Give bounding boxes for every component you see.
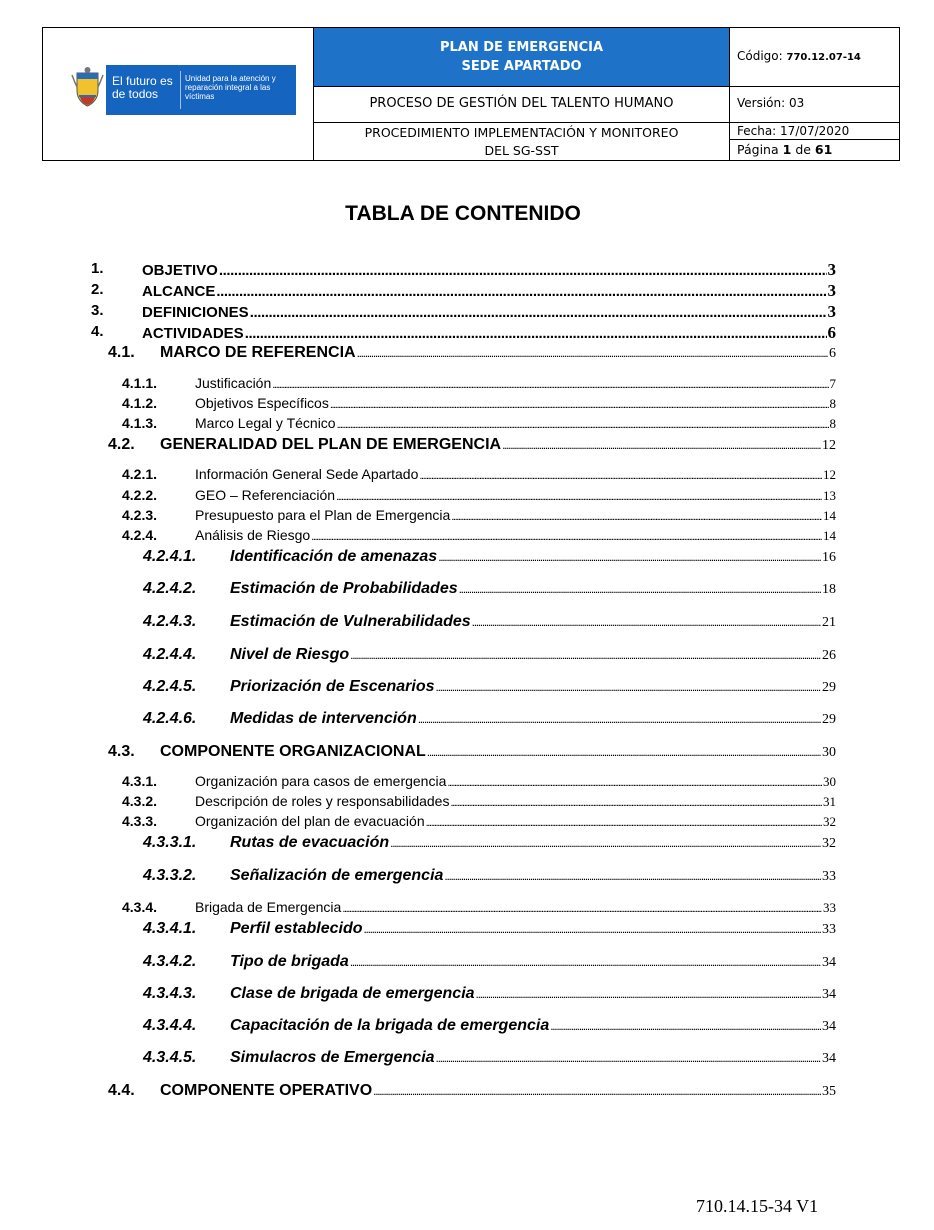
institution-logo (69, 65, 296, 115)
pagina-field (730, 140, 899, 160)
footer-code: 710.14.15-34 V1 (696, 1196, 819, 1216)
toc-entry-label: Capacitación de la brigada de emergencia (230, 1017, 550, 1034)
toc-entry[interactable] (143, 548, 836, 566)
toc-entry[interactable] (108, 1082, 836, 1100)
toc-dot-leader (336, 491, 822, 503)
toc-entry-page: 8 (829, 416, 836, 431)
procedimiento-line-2: DEL SG-SST (484, 143, 559, 158)
toc-entry-label: Estimación de Vulnerabilidades (230, 613, 471, 630)
toc-entry-number: 4.2.2. (122, 487, 158, 503)
version-field: Versión: 03 (730, 87, 899, 123)
toc-entry-page: 34 (822, 1051, 836, 1066)
toc-entry-label: Descripción de roles y responsabilidades (195, 793, 450, 809)
toc-entry-label: Organización para casos de emergencia (195, 773, 447, 789)
toc-entry-page: 6 (829, 346, 836, 361)
toc-entry[interactable] (143, 867, 836, 885)
toc-entry[interactable] (91, 260, 836, 280)
toc-entry[interactable] (122, 793, 836, 810)
toc-entry-number: 4.3. (108, 743, 135, 760)
toc-entry-label: DEFINICIONES (142, 304, 249, 321)
toc-entry-label: Medidas de intervención (230, 710, 417, 727)
toc-entry[interactable] (122, 899, 836, 916)
toc-entry[interactable] (122, 415, 836, 432)
toc-entry-label: COMPONENTE ORGANIZACIONAL (160, 743, 426, 760)
toc-entry-number: 4.3.4.4. (143, 1017, 197, 1034)
toc-entry-label: Nivel de Riesgo (230, 646, 350, 663)
toc-entry[interactable] (143, 580, 836, 598)
codigo-label: Código: (737, 49, 783, 63)
codigo-value: 770.12.07-14 (786, 52, 861, 63)
fecha-field: Fecha: 17/07/2020 (730, 123, 899, 140)
toc-entry[interactable] (122, 773, 836, 790)
toc-dot-leader (350, 648, 821, 662)
toc-entry-label: GENERALIDAD DEL PLAN DE EMERGENCIA (160, 436, 502, 453)
toc-entry-page: 3 (827, 281, 836, 300)
toc-entry-label: Clase de brigada de emergencia (230, 985, 475, 1002)
toc-entry-number: 4.2.3. (122, 507, 158, 523)
toc-entry[interactable] (143, 646, 836, 664)
toc-dot-leader (350, 955, 821, 969)
toc-entry-number: 4.3.4.5. (143, 1049, 197, 1066)
toc-entry[interactable] (122, 466, 836, 483)
codigo-field (730, 28, 899, 87)
toc-entry-page: 12 (822, 438, 836, 453)
toc-entry-page: 31 (823, 794, 836, 809)
toc-dot-leader (459, 582, 821, 596)
toc-entry-page: 8 (829, 396, 836, 411)
toc-entry-number: 4.1. (108, 344, 135, 361)
toc-entry-page: 35 (822, 1084, 836, 1099)
toc-entry[interactable] (122, 507, 836, 524)
toc-dot-leader (418, 712, 821, 726)
toc-entry-label: Organización del plan de evacuación (195, 813, 425, 829)
pagina-total: 61 (814, 142, 833, 157)
toc-dot-leader (330, 399, 829, 411)
toc-dot-leader (342, 903, 822, 915)
toc-entry-page: 14 (823, 528, 836, 543)
coat-of-arms-icon (69, 65, 106, 115)
toc-entry-page: 29 (822, 712, 836, 727)
document-header (42, 27, 900, 161)
toc-entry-number: 4. (91, 323, 104, 340)
pagina-number: 1 (782, 142, 792, 157)
toc-entry-number: 4.1.3. (122, 415, 158, 431)
toc-entry-label: Justificación (195, 375, 272, 391)
toc-entry-number: 4.3.3. (122, 813, 158, 829)
procedimiento-line-1: PROCEDIMIENTO IMPLEMENTACIÓN Y MONITOREO (364, 125, 679, 140)
toc-entry-number: 4.2.1. (122, 466, 158, 482)
toc-entry-number: 4.2.4.5. (143, 678, 197, 695)
toc-entry-number: 4.3.1. (122, 773, 158, 789)
toc-entry-label: Identificación de amenazas (230, 548, 438, 565)
toc-dot-leader (444, 869, 821, 883)
toc-entry[interactable] (122, 813, 836, 830)
toc-entry-label: Simulacros de Emergencia (230, 1049, 435, 1066)
toc-entry-label: Perfil establecido (230, 920, 363, 937)
toc-entry-page: 18 (822, 582, 836, 597)
toc-entry-page: 7 (829, 376, 836, 391)
toc-entry-number: 4.2.4.6. (143, 710, 197, 727)
title-line-2: SEDE APARTADO (461, 59, 582, 74)
toc-entry-number: 4.3.4.2. (143, 953, 197, 970)
toc-entry-page: 33 (822, 869, 836, 884)
toc-dot-leader (250, 304, 827, 321)
toc-entry-number: 4.2.4.1. (143, 548, 197, 565)
toc-entry-label: MARCO DE REFERENCIA (160, 344, 356, 361)
toc-entry[interactable] (108, 436, 836, 454)
toc-entry[interactable] (143, 678, 836, 696)
toc-entry[interactable] (91, 323, 836, 343)
toc-entry-page: 6 (827, 323, 836, 342)
toc-dot-leader (447, 777, 822, 789)
toc-entry[interactable] (122, 527, 836, 544)
toc-entry-page: 26 (822, 648, 836, 663)
toc-entry-number: 4.3.4.3. (143, 985, 197, 1002)
toc-entry-label: Marco Legal y Técnico (195, 415, 336, 431)
toc-entry-page: 16 (822, 550, 836, 565)
logo-entity-name: Unidad para la atención y reparación integral a las víctimas (185, 74, 276, 101)
toc-entry-page: 34 (822, 955, 836, 970)
toc-entry-label: Presupuesto para el Plan de Emergencia (195, 507, 451, 523)
toc-entry-number: 4.3.3.1. (143, 834, 197, 851)
toc-entry-page: 34 (822, 987, 836, 1002)
toc-dot-leader (373, 1084, 821, 1098)
toc-entry-page: 32 (823, 814, 836, 829)
pagina-label: Página (737, 142, 779, 157)
toc-entry-label: Rutas de evacuación (230, 834, 390, 851)
toc-entry-number: 4.2. (108, 436, 135, 453)
document-title (314, 28, 730, 87)
toc-entry[interactable] (143, 920, 836, 938)
toc-entry-number: 4.3.4. (122, 899, 158, 915)
toc-title: TABLA DE CONTENIDO (345, 202, 581, 225)
toc-entry-page: 21 (822, 615, 836, 630)
toc-entry[interactable] (91, 302, 836, 322)
toc-entry-page: 29 (822, 680, 836, 695)
toc-entry-number: 4.1.1. (122, 375, 158, 391)
logo-cell (43, 28, 314, 160)
toc-entry[interactable] (91, 281, 836, 301)
toc-entry-number: 4.1.2. (122, 395, 158, 411)
toc-entry[interactable] (108, 344, 836, 362)
toc-dot-leader (438, 550, 821, 564)
toc-entry-label: Brigada de Emergencia (195, 899, 342, 915)
toc-entry[interactable] (122, 487, 836, 504)
toc-dot-leader (390, 836, 821, 850)
toc-entry-label: Información General Sede Apartado (195, 466, 419, 482)
toc-entry-page: 33 (822, 922, 836, 937)
toc-entry-label: Análisis de Riesgo (195, 527, 311, 543)
toc-entry-label: ACTIVIDADES (142, 325, 244, 342)
toc-dot-leader (451, 511, 822, 523)
toc-entry[interactable] (122, 395, 836, 412)
toc-entry-page: 30 (822, 745, 836, 760)
toc-entry-label: OBJETIVO (142, 262, 218, 279)
toc-dot-leader (311, 531, 822, 543)
toc-entry-page: 3 (827, 260, 836, 279)
toc-entry[interactable] (122, 375, 836, 392)
toc-dot-leader (357, 346, 828, 360)
toc-dot-leader (550, 1019, 821, 1033)
title-line-1: PLAN DE EMERGENCIA (439, 40, 604, 55)
toc-entry-number: 4.2.4.3. (143, 613, 197, 630)
toc-entry[interactable] (143, 613, 836, 631)
toc-dot-leader (364, 922, 822, 936)
toc-dot-leader (472, 615, 821, 629)
toc-entry-label: Objetivos Específicos (195, 395, 329, 411)
toc-entry-page: 13 (823, 488, 836, 503)
toc-dot-leader (245, 325, 827, 342)
toc-entry-number: 2. (91, 281, 104, 298)
toc-dot-leader (436, 1051, 821, 1065)
toc-entry-number: 4.3.2. (122, 793, 158, 809)
toc-entry-page: 12 (823, 467, 836, 482)
toc-entry-page: 30 (823, 774, 836, 789)
toc-entry-label: Señalización de emergencia (230, 867, 444, 884)
toc-entry[interactable] (143, 953, 836, 971)
toc-entry[interactable] (108, 743, 836, 761)
toc-entry-number: 3. (91, 302, 104, 319)
toc-dot-leader (450, 797, 822, 809)
toc-entry-page: 34 (822, 1019, 836, 1034)
toc-entry-label: Estimación de Probabilidades (230, 580, 458, 597)
proceso-field: PROCESO DE GESTIÓN DEL TALENTO HUMANO (314, 87, 730, 123)
toc-entry-label: Priorización de Escenarios (230, 678, 435, 695)
toc-entry[interactable] (143, 710, 836, 728)
toc-entry-page: 3 (827, 302, 836, 321)
toc-dot-leader (426, 817, 822, 829)
toc-entry-label: COMPONENTE OPERATIVO (160, 1082, 373, 1099)
toc-entry-number: 1. (91, 260, 104, 277)
toc-dot-leader (216, 283, 826, 300)
toc-entry[interactable] (143, 1049, 836, 1067)
toc-entry-number: 4.2.4.2. (143, 580, 197, 597)
toc-entry-number: 4.3.4.1. (143, 920, 197, 937)
toc-entry-number: 4.2.4.4. (143, 646, 197, 663)
toc-dot-leader (476, 987, 821, 1001)
toc-dot-leader (419, 470, 822, 482)
toc-entry-label: GEO – Referenciación (195, 487, 336, 503)
toc-dot-leader (427, 745, 821, 759)
toc-dot-leader (337, 419, 829, 431)
toc-entry-number: 4.3.3.2. (143, 867, 197, 884)
toc-entry[interactable] (143, 834, 836, 852)
toc-dot-leader (272, 379, 828, 391)
toc-dot-leader (502, 438, 821, 452)
toc-entry-page: 33 (823, 900, 836, 915)
toc-entry[interactable] (143, 985, 836, 1003)
toc-entry-page: 14 (823, 508, 836, 523)
toc-dot-leader (436, 680, 821, 694)
toc-entry-label: ALCANCE (142, 283, 216, 300)
toc-dot-leader (219, 262, 827, 279)
toc-entry[interactable] (143, 1017, 836, 1035)
procedimiento-field (314, 123, 730, 160)
logo-slogan: El futuro es de todos (112, 74, 173, 101)
toc-entry-label: Tipo de brigada (230, 953, 349, 970)
toc-entry-page: 32 (822, 836, 836, 851)
toc-entry-number: 4.4. (108, 1082, 135, 1099)
toc-entry-number: 4.2.4. (122, 527, 158, 543)
pagina-de: de (795, 142, 811, 157)
